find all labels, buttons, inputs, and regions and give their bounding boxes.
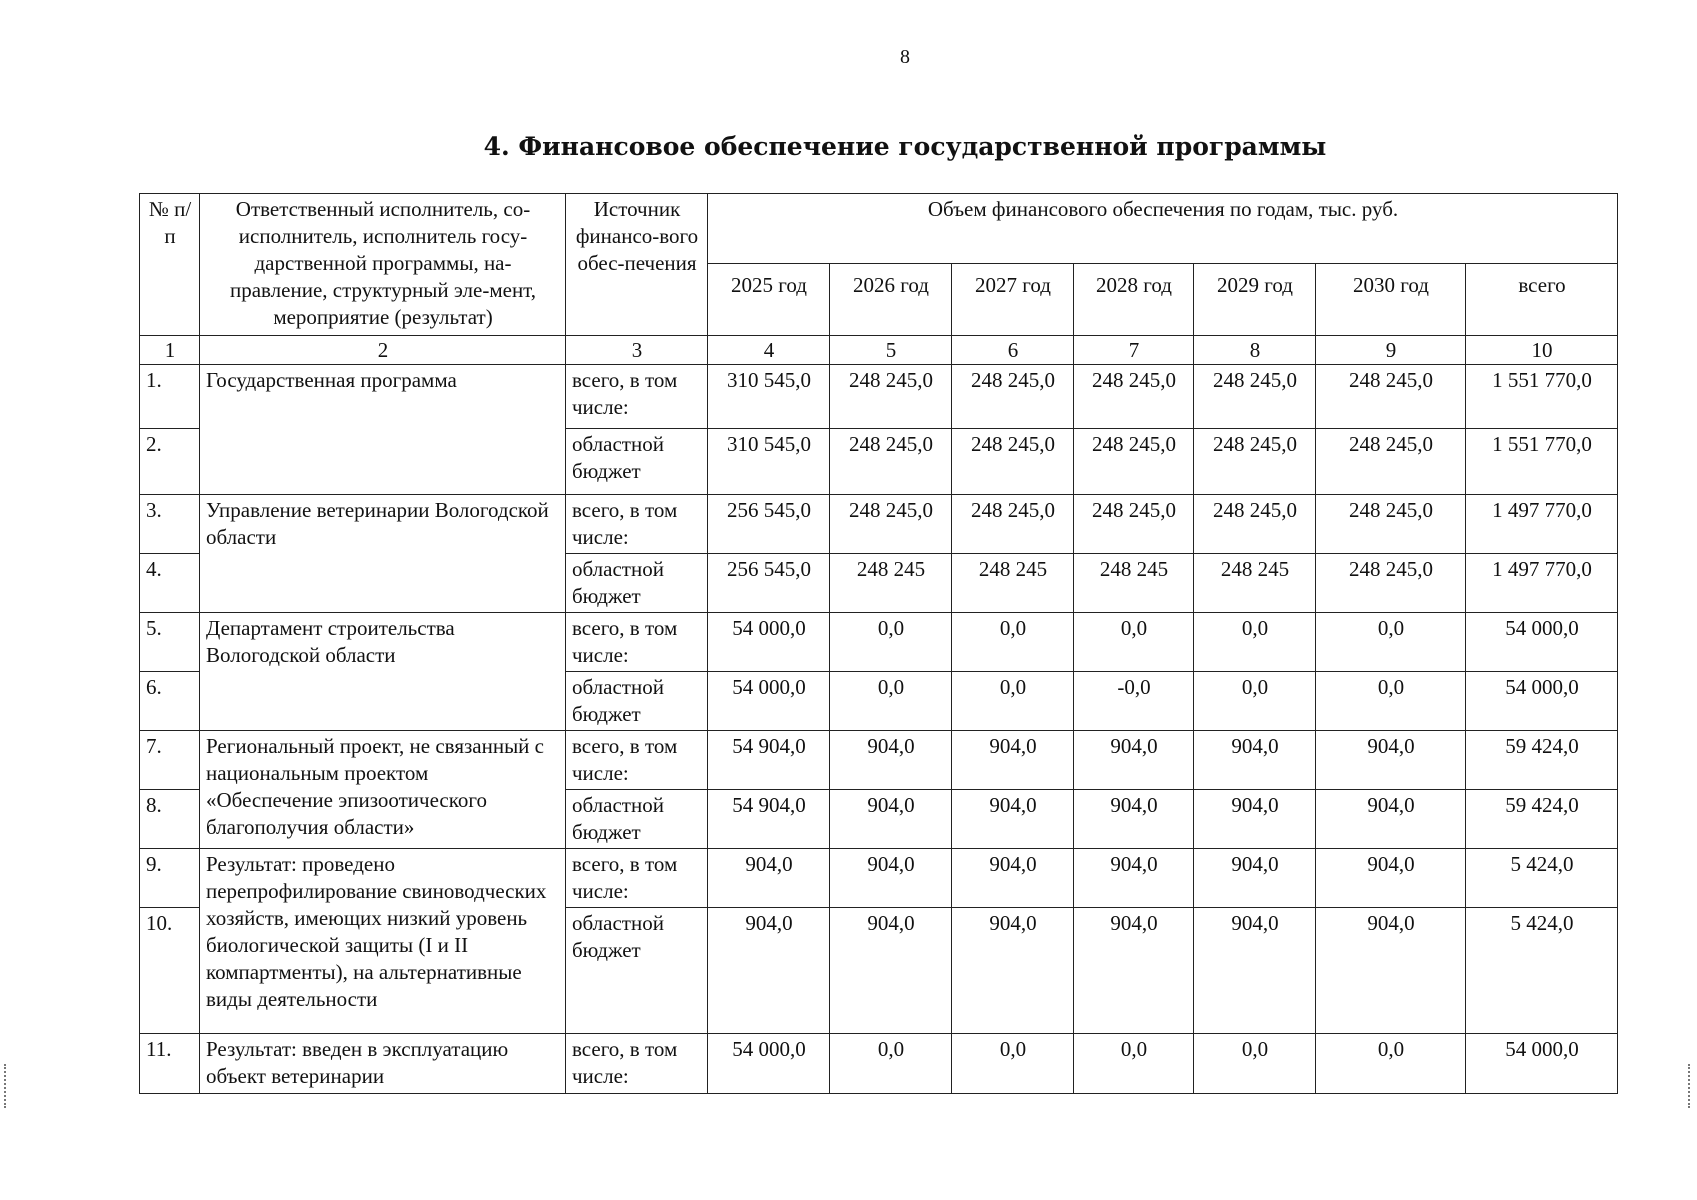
row-number: 9. bbox=[140, 849, 200, 908]
executor-name: Департамент строительства Вологодской области bbox=[200, 613, 566, 731]
value-cell: 904,0 bbox=[952, 908, 1074, 1034]
column-number: 9 bbox=[1316, 336, 1466, 365]
total-cell: 1 497 770,0 bbox=[1466, 554, 1618, 613]
row-number: 8. bbox=[140, 790, 200, 849]
value-cell: 0,0 bbox=[830, 1034, 952, 1094]
value-cell: 248 245,0 bbox=[952, 495, 1074, 554]
column-number: 5 bbox=[830, 336, 952, 365]
row-number: 5. bbox=[140, 613, 200, 672]
header-executor: Ответственный исполнитель, со-исполнитель, исполнитель госу-дарственной программы, на-правление, структурный эле-мент, мероприятие (результат) bbox=[200, 194, 566, 336]
value-cell: 0,0 bbox=[830, 613, 952, 672]
executor-name: Региональный проект, не связанный с национальным проектом «Обеспечение эпизоотического благополучия области» bbox=[200, 731, 566, 849]
column-number: 4 bbox=[708, 336, 830, 365]
column-number: 3 bbox=[566, 336, 708, 365]
header-year: 2029 год bbox=[1194, 264, 1316, 336]
value-cell: 904,0 bbox=[1074, 849, 1194, 908]
total-cell: 54 000,0 bbox=[1466, 613, 1618, 672]
value-cell: 248 245 bbox=[830, 554, 952, 613]
column-number: 7 bbox=[1074, 336, 1194, 365]
total-cell: 1 497 770,0 bbox=[1466, 495, 1618, 554]
section-title: 4. Финансовое обеспечение государственной программы bbox=[483, 132, 1327, 161]
value-cell: 904,0 bbox=[830, 908, 952, 1034]
value-cell: 248 245,0 bbox=[952, 429, 1074, 495]
value-cell: 904,0 bbox=[830, 790, 952, 849]
row-number: 4. bbox=[140, 554, 200, 613]
table-row bbox=[140, 1034, 1618, 1094]
funding-source: всего, в том числе: bbox=[566, 849, 708, 908]
value-cell: 256 545,0 bbox=[708, 554, 830, 613]
value-cell: 248 245,0 bbox=[1316, 365, 1466, 429]
value-cell: 0,0 bbox=[1194, 1034, 1316, 1094]
total-cell: 59 424,0 bbox=[1466, 790, 1618, 849]
row-number: 7. bbox=[140, 731, 200, 790]
value-cell: 904,0 bbox=[1074, 790, 1194, 849]
value-cell: 904,0 bbox=[1316, 790, 1466, 849]
value-cell: 904,0 bbox=[952, 790, 1074, 849]
value-cell: 248 245,0 bbox=[952, 365, 1074, 429]
total-cell: 5 424,0 bbox=[1466, 908, 1618, 1034]
value-cell: 0,0 bbox=[830, 672, 952, 731]
row-number: 10. bbox=[140, 908, 200, 1034]
value-cell: 248 245,0 bbox=[1194, 495, 1316, 554]
table-row bbox=[140, 495, 1618, 554]
row-number: 11. bbox=[140, 1034, 200, 1094]
value-cell: 248 245,0 bbox=[1074, 365, 1194, 429]
value-cell: 248 245,0 bbox=[1194, 429, 1316, 495]
header-year: 2030 год bbox=[1316, 264, 1466, 336]
value-cell: 904,0 bbox=[1194, 731, 1316, 790]
value-cell: 904,0 bbox=[1316, 849, 1466, 908]
header-year: 2027 год bbox=[952, 264, 1074, 336]
value-cell: 904,0 bbox=[952, 849, 1074, 908]
header-source: Источник финансо-вого обес-печения bbox=[566, 194, 708, 336]
header-year: 2026 год bbox=[830, 264, 952, 336]
binding-mark-right bbox=[1688, 1064, 1696, 1108]
value-cell: 0,0 bbox=[1194, 672, 1316, 731]
column-number: 10 bbox=[1466, 336, 1618, 365]
header-year: 2025 год bbox=[708, 264, 830, 336]
total-cell: 54 000,0 bbox=[1466, 672, 1618, 731]
value-cell: 54 000,0 bbox=[708, 1034, 830, 1094]
value-cell: 904,0 bbox=[1074, 908, 1194, 1034]
value-cell: 0,0 bbox=[1074, 613, 1194, 672]
header-year: 2028 год bbox=[1074, 264, 1194, 336]
value-cell: 248 245,0 bbox=[1316, 495, 1466, 554]
value-cell: 904,0 bbox=[952, 731, 1074, 790]
value-cell: 0,0 bbox=[1316, 613, 1466, 672]
value-cell: 904,0 bbox=[1316, 731, 1466, 790]
financing-table bbox=[139, 193, 1618, 1094]
table-row bbox=[140, 365, 1618, 429]
value-cell: 904,0 bbox=[1194, 790, 1316, 849]
value-cell: 248 245,0 bbox=[1316, 429, 1466, 495]
value-cell: 248 245,0 bbox=[1074, 495, 1194, 554]
funding-source: всего, в том числе: bbox=[566, 1034, 708, 1094]
total-cell: 1 551 770,0 bbox=[1466, 429, 1618, 495]
value-cell: 248 245 bbox=[1074, 554, 1194, 613]
value-cell: 0,0 bbox=[952, 672, 1074, 731]
funding-source: всего, в том числе: bbox=[566, 495, 708, 554]
value-cell: 310 545,0 bbox=[708, 365, 830, 429]
value-cell: 904,0 bbox=[1316, 908, 1466, 1034]
value-cell: 0,0 bbox=[1316, 672, 1466, 731]
value-cell: 248 245,0 bbox=[830, 495, 952, 554]
funding-source: областной бюджет bbox=[566, 429, 708, 495]
executor-name: Управление ветеринарии Вологодской области bbox=[200, 495, 566, 613]
value-cell: 904,0 bbox=[708, 908, 830, 1034]
value-cell: 0,0 bbox=[1074, 1034, 1194, 1094]
value-cell: 248 245 bbox=[1194, 554, 1316, 613]
header-total: всего bbox=[1466, 264, 1618, 336]
value-cell: 904,0 bbox=[1074, 731, 1194, 790]
value-cell: 248 245,0 bbox=[1074, 429, 1194, 495]
funding-source: всего, в том числе: bbox=[566, 613, 708, 672]
column-number: 1 bbox=[140, 336, 200, 365]
row-number: 3. bbox=[140, 495, 200, 554]
binding-mark-left bbox=[4, 1064, 12, 1108]
value-cell: 0,0 bbox=[1316, 1034, 1466, 1094]
header-volume: Объем финансового обеспечения по годам, тыс. руб. bbox=[708, 194, 1618, 264]
column-number-row bbox=[140, 336, 1618, 365]
funding-source: областной бюджет bbox=[566, 790, 708, 849]
row-number: 6. bbox=[140, 672, 200, 731]
value-cell: 54 904,0 bbox=[708, 731, 830, 790]
value-cell: 904,0 bbox=[830, 731, 952, 790]
funding-source: областной бюджет bbox=[566, 908, 708, 1034]
value-cell: 0,0 bbox=[952, 1034, 1074, 1094]
page-number: 8 bbox=[900, 46, 910, 68]
executor-name: Результат: проведено перепрофилирование свиноводческих хозяйств, имеющих низкий уровень биологической защиты (I и II компартменты), на альтернативные виды деятельности bbox=[200, 849, 566, 1034]
value-cell: 248 245,0 bbox=[1194, 365, 1316, 429]
header-number: № п/п bbox=[140, 194, 200, 336]
value-cell: 248 245,0 bbox=[830, 365, 952, 429]
column-number: 2 bbox=[200, 336, 566, 365]
funding-source: областной бюджет bbox=[566, 672, 708, 731]
funding-source: всего, в том числе: bbox=[566, 731, 708, 790]
value-cell: 904,0 bbox=[830, 849, 952, 908]
value-cell: 904,0 bbox=[1194, 849, 1316, 908]
executor-name: Государственная программа bbox=[200, 365, 566, 495]
value-cell: 54 000,0 bbox=[708, 672, 830, 731]
value-cell: 248 245,0 bbox=[830, 429, 952, 495]
table-row bbox=[140, 849, 1618, 908]
total-cell: 54 000,0 bbox=[1466, 1034, 1618, 1094]
total-cell: 5 424,0 bbox=[1466, 849, 1618, 908]
table-row bbox=[140, 731, 1618, 790]
value-cell: 54 000,0 bbox=[708, 613, 830, 672]
total-cell: 59 424,0 bbox=[1466, 731, 1618, 790]
value-cell: 256 545,0 bbox=[708, 495, 830, 554]
column-number: 6 bbox=[952, 336, 1074, 365]
value-cell: 0,0 bbox=[1194, 613, 1316, 672]
funding-source: всего, в том числе: bbox=[566, 365, 708, 429]
table-row bbox=[140, 613, 1618, 672]
value-cell: 0,0 bbox=[952, 613, 1074, 672]
column-number: 8 bbox=[1194, 336, 1316, 365]
total-cell: 1 551 770,0 bbox=[1466, 365, 1618, 429]
funding-source: областной бюджет bbox=[566, 554, 708, 613]
row-number: 1. bbox=[140, 365, 200, 429]
value-cell: 310 545,0 bbox=[708, 429, 830, 495]
value-cell: 248 245 bbox=[952, 554, 1074, 613]
value-cell: 904,0 bbox=[708, 849, 830, 908]
value-cell: -0,0 bbox=[1074, 672, 1194, 731]
executor-name: Результат: введен в эксплуатацию объект ветеринарии bbox=[200, 1034, 566, 1094]
value-cell: 54 904,0 bbox=[708, 790, 830, 849]
value-cell: 904,0 bbox=[1194, 908, 1316, 1034]
value-cell: 248 245,0 bbox=[1316, 554, 1466, 613]
row-number: 2. bbox=[140, 429, 200, 495]
